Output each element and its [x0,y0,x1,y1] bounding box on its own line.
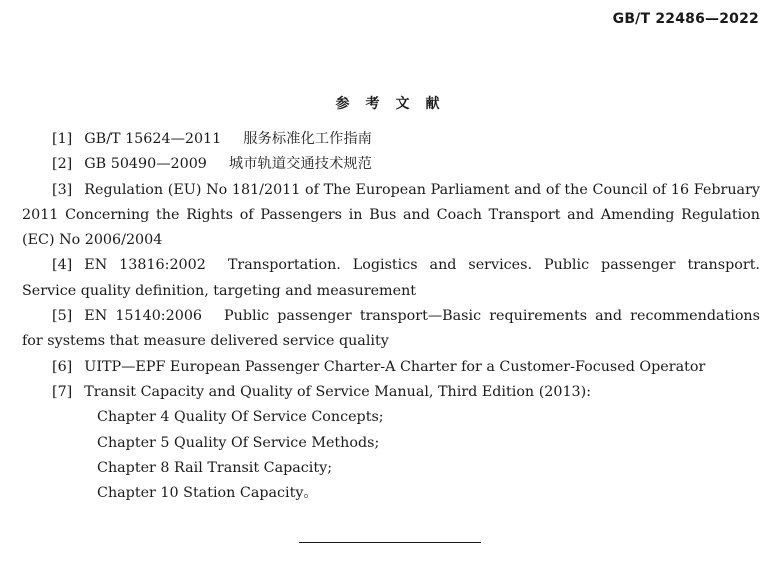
standard-code: GB/T 22486—2022 [612,11,759,27]
reference-item [22,380,760,405]
reference-item [22,253,760,304]
reference-title: Regulation (EU) No 181/2011 of The European Parliament and of the Council of 16 February 2011 Concerning the Rights of Passengers in Bus and Coach Transport and Amending Regulation (EC) No 2006/2004 [22,181,760,249]
section-title: 参考文献 [335,96,456,112]
reference-code: GB/T 15624—2011 [84,131,222,147]
reference-list [22,127,760,506]
reference-number: [1] [52,131,73,147]
reference-sub-item: Chapter 10 Station Capacity。 [97,485,318,502]
reference-code: GB 50490—2009 [84,156,207,173]
reference-title: Transportation. Logistics and services. Public passenger transport. Service quality definition, targeting and measurement [22,257,760,299]
reference-sub-item: Chapter 8 Rail Transit Capacity; [97,459,333,476]
reference-number: [6] [52,358,73,375]
reference-number: [4] [52,257,73,274]
reference-item [22,178,760,254]
reference-item [22,152,760,177]
reference-sub-item: Chapter 5 Quality Of Service Methods; [97,434,380,451]
reference-number: [7] [52,383,73,400]
reference-code: EN 15140:2006 [84,308,203,325]
reference-code: EN 13816:2002 [84,257,206,274]
reference-number: [2] [52,156,73,173]
reference-title: Public passenger transport—Basic requirements and recommendations for systems that measure delivered service quality [22,308,760,350]
reference-item [22,127,760,152]
reference-item [22,355,760,380]
reference-item [22,304,760,355]
reference-title: 服务标准化工作指南 [243,131,372,147]
reference-number: [3] [52,181,73,198]
reference-number: [5] [52,308,73,325]
reference-title: 城市轨道交通技术规范 [228,156,372,173]
reference-sub-item: Chapter 4 Quality Of Service Concepts; [97,409,384,426]
reference-title: Transit Capacity and Quality of Service Manual, Third Edition (2013): [84,383,592,400]
reference-title: UITP—EPF European Passenger Charter-A Charter for a Customer-Focused Operator [84,358,706,375]
end-divider [299,542,481,543]
